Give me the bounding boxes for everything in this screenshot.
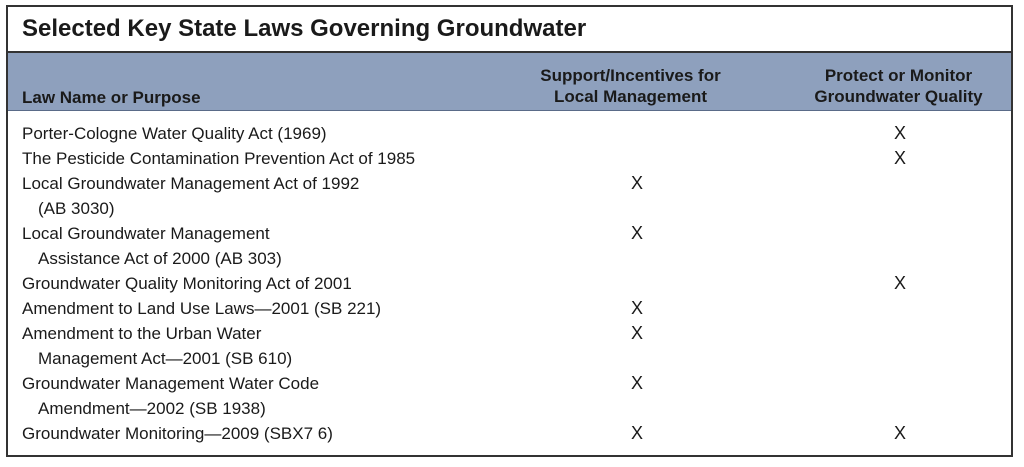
table-title: Selected Key State Laws Governing Groundwater xyxy=(22,15,587,42)
column-header-support xyxy=(518,65,743,107)
support-mark: X xyxy=(630,323,643,343)
support-mark: X xyxy=(630,373,643,393)
table-row xyxy=(22,296,1002,321)
law-name-cell xyxy=(22,221,542,271)
column-header-law: Law Name or Purpose xyxy=(22,88,201,107)
law-name-line: Porter-Cologne Water Quality Act (1969) xyxy=(22,124,327,143)
law-name-cell xyxy=(22,321,542,371)
law-name-line: The Pesticide Contamination Prevention Act of 1985 xyxy=(22,149,416,168)
law-name-line: (AB 3030) xyxy=(38,199,115,218)
law-name-cell xyxy=(22,171,542,221)
column-header-protect-line2: Groundwater Quality xyxy=(814,87,983,106)
law-name-line: Groundwater Quality Monitoring Act of 2001 xyxy=(22,274,352,293)
table-row xyxy=(22,271,1002,296)
law-name-cell xyxy=(22,371,542,421)
law-name-line: Groundwater Management Water Code xyxy=(22,374,320,393)
table-row xyxy=(22,371,1002,421)
law-name-cell xyxy=(22,121,542,146)
law-name-line: Local Groundwater Management Act of 1992 xyxy=(22,174,360,193)
law-name-cell xyxy=(22,421,542,446)
law-name-line: Amendment to Land Use Laws—2001 (SB 221) xyxy=(22,299,382,318)
law-name-cell xyxy=(22,296,542,321)
protect-mark: X xyxy=(893,123,906,143)
support-mark: X xyxy=(630,298,643,318)
table-row xyxy=(22,146,1002,171)
law-name-line: Local Groundwater Management xyxy=(22,224,270,243)
table-body xyxy=(22,121,1002,446)
law-name-cell xyxy=(22,271,542,296)
column-header-protect-line1: Protect or Monitor xyxy=(824,66,973,85)
law-name-line: Groundwater Monitoring—2009 (SBX7 6) xyxy=(22,424,333,443)
column-header-protect xyxy=(786,65,1011,107)
column-header-support-line1: Support/Incentives for xyxy=(540,66,721,85)
law-name-cell xyxy=(22,146,542,171)
protect-mark: X xyxy=(893,423,906,443)
table-header xyxy=(8,51,1011,111)
support-mark: X xyxy=(630,223,643,243)
table-row xyxy=(22,121,1002,146)
protect-mark: X xyxy=(893,273,906,293)
law-name-line: Amendment—2002 (SB 1938) xyxy=(38,399,266,418)
protect-mark: X xyxy=(893,148,906,168)
law-name-line: Assistance Act of 2000 (AB 303) xyxy=(38,249,282,268)
table-row xyxy=(22,421,1002,446)
law-name-line: Amendment to the Urban Water xyxy=(22,324,262,343)
table-row xyxy=(22,171,1002,221)
table-frame xyxy=(6,5,1013,457)
table-row xyxy=(22,221,1002,271)
table-row xyxy=(22,321,1002,371)
support-mark: X xyxy=(630,173,643,193)
column-header-support-line2: Local Management xyxy=(553,87,708,106)
law-name-line: Management Act—2001 (SB 610) xyxy=(38,349,293,368)
support-mark: X xyxy=(630,423,643,443)
